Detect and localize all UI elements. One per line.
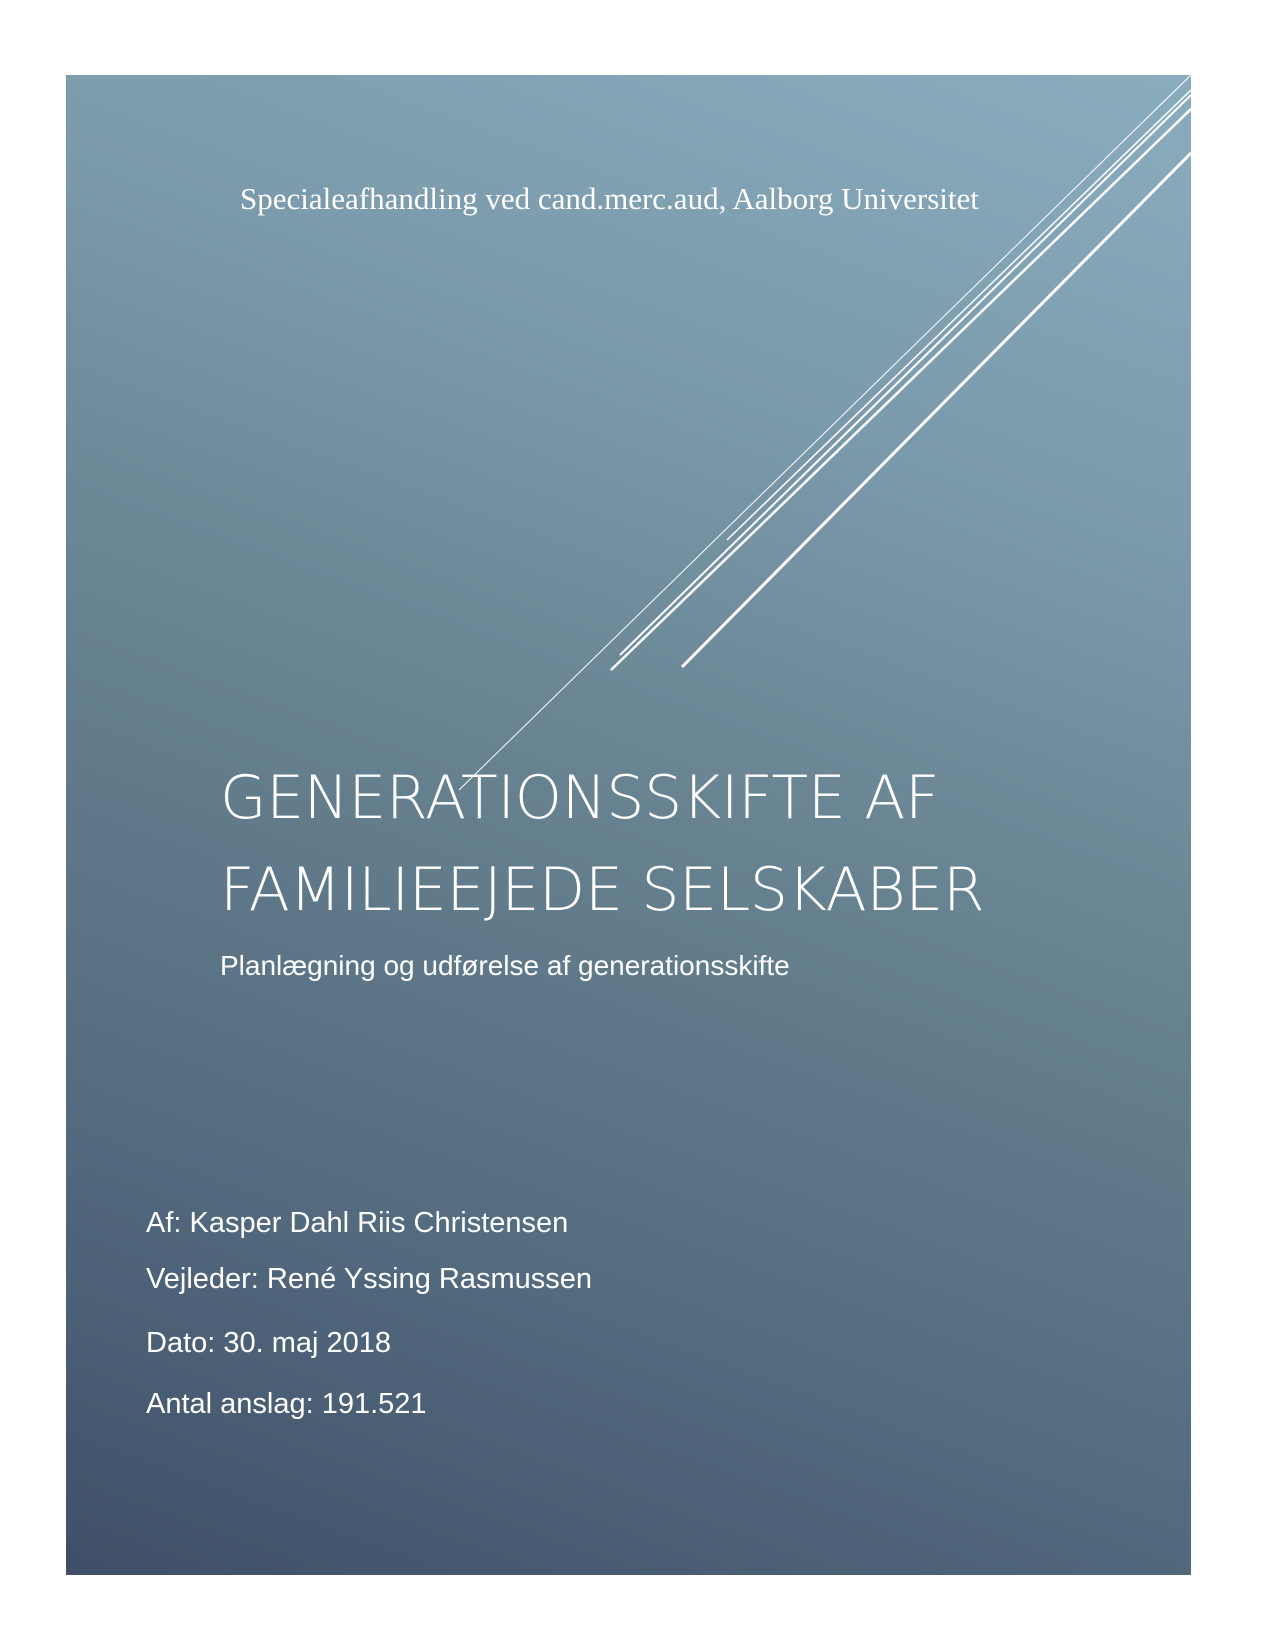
document-title: [220, 752, 984, 936]
supervisor-line: Vejleder: René Yssing Rasmussen: [146, 1263, 592, 1295]
diagonal-line-5: [682, 153, 1191, 667]
character-count-line: Antal anslag: 191.521: [146, 1388, 427, 1420]
diagonal-line-2: [620, 95, 1191, 655]
diagonal-line-3: [727, 90, 1191, 540]
author-line: Af: Kasper Dahl Riis Christensen: [146, 1207, 569, 1239]
title-line-1: GENERATIONSSKIFTE AF: [220, 763, 940, 833]
date-line: Dato: 30. maj 2018: [146, 1327, 392, 1359]
title-line-2: FAMILIEEJEDE SELSKABER: [220, 855, 985, 925]
institution-line: Specialeafhandling ved cand.merc.aud, Aalborg Universitet: [240, 181, 979, 216]
cover-page: [66, 75, 1191, 1575]
document-subtitle: Planlægning og udførelse af generationsskifte: [220, 950, 790, 981]
